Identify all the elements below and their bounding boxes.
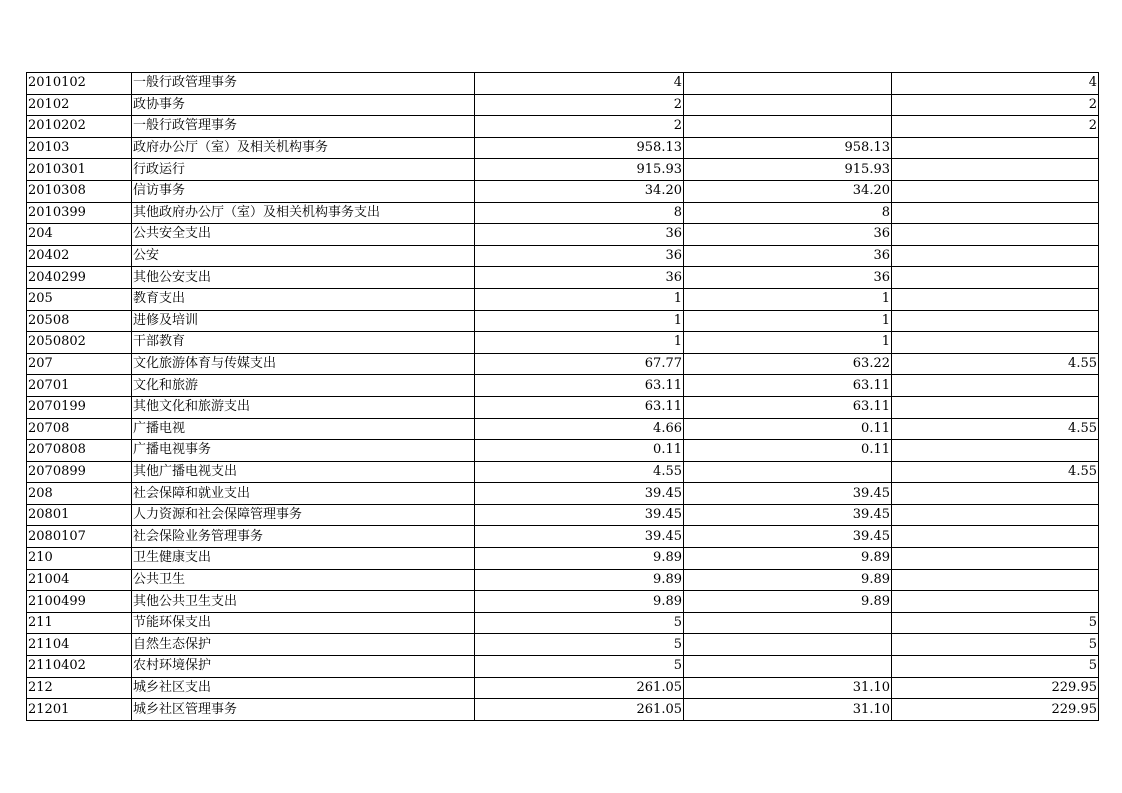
project-expenditure-cell: 5: [892, 634, 1099, 656]
project-expenditure-cell: [892, 591, 1099, 613]
subject-code-cell: 204: [27, 224, 132, 246]
project-expenditure-cell: [892, 440, 1099, 462]
subject-code-cell: 20402: [27, 245, 132, 267]
basic-expenditure-cell: [684, 656, 892, 678]
total-amount-cell: 39.45: [475, 504, 684, 526]
subject-code-cell: 21201: [27, 699, 132, 721]
table-row: [27, 612, 1099, 634]
basic-expenditure-cell: [684, 634, 892, 656]
basic-expenditure-cell: 915.93: [684, 159, 892, 181]
subject-code-cell: 207: [27, 353, 132, 375]
subject-code-cell: 21004: [27, 569, 132, 591]
subject-code-cell: 2010102: [27, 73, 132, 95]
subject-name-cell: 自然生态保护: [132, 634, 475, 656]
project-expenditure-cell: [892, 569, 1099, 591]
total-amount-cell: 9.89: [475, 548, 684, 570]
subject-code-cell: 2100499: [27, 591, 132, 613]
project-expenditure-cell: [892, 548, 1099, 570]
subject-name-cell: 公安: [132, 245, 475, 267]
subject-code-cell: 210: [27, 548, 132, 570]
table-row: [27, 396, 1099, 418]
basic-expenditure-cell: 1: [684, 288, 892, 310]
subject-name-cell: 信访事务: [132, 180, 475, 202]
subject-code-cell: 20508: [27, 310, 132, 332]
subject-code-cell: 21104: [27, 634, 132, 656]
basic-expenditure-cell: 34.20: [684, 180, 892, 202]
basic-expenditure-cell: 8: [684, 202, 892, 224]
budget-table: [26, 72, 1099, 721]
basic-expenditure-cell: 36: [684, 267, 892, 289]
subject-code-cell: 2010399: [27, 202, 132, 224]
project-expenditure-cell: 2: [892, 94, 1099, 116]
project-expenditure-cell: [892, 288, 1099, 310]
total-amount-cell: 4.55: [475, 461, 684, 483]
table-row: [27, 288, 1099, 310]
project-expenditure-cell: [892, 267, 1099, 289]
table-row: [27, 73, 1099, 95]
subject-name-cell: 社会保障和就业支出: [132, 483, 475, 505]
total-amount-cell: 4: [475, 73, 684, 95]
subject-code-cell: 208: [27, 483, 132, 505]
total-amount-cell: 36: [475, 267, 684, 289]
table-row: [27, 440, 1099, 462]
subject-name-cell: 政协事务: [132, 94, 475, 116]
basic-expenditure-cell: 31.10: [684, 677, 892, 699]
total-amount-cell: 1: [475, 332, 684, 354]
table-row: [27, 180, 1099, 202]
basic-expenditure-cell: 63.11: [684, 396, 892, 418]
total-amount-cell: 1: [475, 288, 684, 310]
total-amount-cell: 261.05: [475, 699, 684, 721]
total-amount-cell: 261.05: [475, 677, 684, 699]
table-row: [27, 634, 1099, 656]
basic-expenditure-cell: 9.89: [684, 591, 892, 613]
project-expenditure-cell: 4: [892, 73, 1099, 95]
subject-code-cell: 2080107: [27, 526, 132, 548]
basic-expenditure-cell: 39.45: [684, 504, 892, 526]
table-row: [27, 548, 1099, 570]
subject-code-cell: 20708: [27, 418, 132, 440]
subject-code-cell: 2010308: [27, 180, 132, 202]
total-amount-cell: 5: [475, 634, 684, 656]
project-expenditure-cell: [892, 504, 1099, 526]
table-row: [27, 202, 1099, 224]
basic-expenditure-cell: 63.11: [684, 375, 892, 397]
project-expenditure-cell: 4.55: [892, 461, 1099, 483]
subject-name-cell: 广播电视事务: [132, 440, 475, 462]
basic-expenditure-cell: 39.45: [684, 483, 892, 505]
budget-table-body: [27, 73, 1099, 721]
subject-name-cell: 公共卫生: [132, 569, 475, 591]
subject-name-cell: 广播电视: [132, 418, 475, 440]
subject-code-cell: 2110402: [27, 656, 132, 678]
subject-code-cell: 211: [27, 612, 132, 634]
project-expenditure-cell: [892, 332, 1099, 354]
project-expenditure-cell: [892, 375, 1099, 397]
basic-expenditure-cell: [684, 94, 892, 116]
project-expenditure-cell: 229.95: [892, 699, 1099, 721]
total-amount-cell: 34.20: [475, 180, 684, 202]
subject-name-cell: 农村环境保护: [132, 656, 475, 678]
table-row: [27, 699, 1099, 721]
subject-name-cell: 卫生健康支出: [132, 548, 475, 570]
subject-name-cell: 其他公安支出: [132, 267, 475, 289]
total-amount-cell: 67.77: [475, 353, 684, 375]
basic-expenditure-cell: 39.45: [684, 526, 892, 548]
subject-code-cell: 205: [27, 288, 132, 310]
table-row: [27, 569, 1099, 591]
table-row: [27, 591, 1099, 613]
table-row: [27, 483, 1099, 505]
basic-expenditure-cell: 0.11: [684, 418, 892, 440]
table-row: [27, 375, 1099, 397]
subject-name-cell: 教育支出: [132, 288, 475, 310]
subject-code-cell: 20102: [27, 94, 132, 116]
project-expenditure-cell: 2: [892, 116, 1099, 138]
project-expenditure-cell: [892, 202, 1099, 224]
total-amount-cell: 5: [475, 656, 684, 678]
subject-name-cell: 社会保险业务管理事务: [132, 526, 475, 548]
project-expenditure-cell: 4.55: [892, 418, 1099, 440]
table-row: [27, 353, 1099, 375]
table-row: [27, 504, 1099, 526]
project-expenditure-cell: 5: [892, 612, 1099, 634]
subject-code-cell: 20701: [27, 375, 132, 397]
basic-expenditure-cell: [684, 612, 892, 634]
project-expenditure-cell: 5: [892, 656, 1099, 678]
subject-name-cell: 其他公共卫生支出: [132, 591, 475, 613]
table-row: [27, 418, 1099, 440]
project-expenditure-cell: [892, 159, 1099, 181]
subject-code-cell: 2040299: [27, 267, 132, 289]
basic-expenditure-cell: 9.89: [684, 548, 892, 570]
total-amount-cell: 5: [475, 612, 684, 634]
project-expenditure-cell: [892, 137, 1099, 159]
subject-name-cell: 城乡社区支出: [132, 677, 475, 699]
basic-expenditure-cell: 63.22: [684, 353, 892, 375]
basic-expenditure-cell: 31.10: [684, 699, 892, 721]
total-amount-cell: 0.11: [475, 440, 684, 462]
table-row: [27, 656, 1099, 678]
project-expenditure-cell: [892, 224, 1099, 246]
table-row: [27, 159, 1099, 181]
subject-name-cell: 政府办公厅（室）及相关机构事务: [132, 137, 475, 159]
table-row: [27, 310, 1099, 332]
subject-name-cell: 其他政府办公厅（室）及相关机构事务支出: [132, 202, 475, 224]
subject-name-cell: 文化旅游体育与传媒支出: [132, 353, 475, 375]
project-expenditure-cell: 4.55: [892, 353, 1099, 375]
subject-name-cell: 干部教育: [132, 332, 475, 354]
table-row: [27, 677, 1099, 699]
subject-code-cell: 2010301: [27, 159, 132, 181]
basic-expenditure-cell: [684, 461, 892, 483]
table-row: [27, 137, 1099, 159]
table-row: [27, 116, 1099, 138]
total-amount-cell: 36: [475, 245, 684, 267]
total-amount-cell: 915.93: [475, 159, 684, 181]
project-expenditure-cell: [892, 180, 1099, 202]
project-expenditure-cell: [892, 526, 1099, 548]
subject-code-cell: 2010202: [27, 116, 132, 138]
subject-code-cell: 2070899: [27, 461, 132, 483]
basic-expenditure-cell: 36: [684, 224, 892, 246]
basic-expenditure-cell: 36: [684, 245, 892, 267]
total-amount-cell: 36: [475, 224, 684, 246]
subject-name-cell: 其他文化和旅游支出: [132, 396, 475, 418]
table-row: [27, 526, 1099, 548]
total-amount-cell: 39.45: [475, 526, 684, 548]
project-expenditure-cell: 229.95: [892, 677, 1099, 699]
table-row: [27, 224, 1099, 246]
basic-expenditure-cell: [684, 116, 892, 138]
total-amount-cell: 1: [475, 310, 684, 332]
table-row: [27, 267, 1099, 289]
project-expenditure-cell: [892, 483, 1099, 505]
total-amount-cell: 9.89: [475, 591, 684, 613]
total-amount-cell: 9.89: [475, 569, 684, 591]
basic-expenditure-cell: 958.13: [684, 137, 892, 159]
total-amount-cell: 2: [475, 94, 684, 116]
basic-expenditure-cell: 9.89: [684, 569, 892, 591]
subject-code-cell: 212: [27, 677, 132, 699]
subject-name-cell: 行政运行: [132, 159, 475, 181]
table-row: [27, 461, 1099, 483]
subject-name-cell: 一般行政管理事务: [132, 73, 475, 95]
total-amount-cell: 2: [475, 116, 684, 138]
total-amount-cell: 4.66: [475, 418, 684, 440]
project-expenditure-cell: [892, 245, 1099, 267]
subject-code-cell: 20801: [27, 504, 132, 526]
subject-name-cell: 文化和旅游: [132, 375, 475, 397]
subject-name-cell: 城乡社区管理事务: [132, 699, 475, 721]
subject-name-cell: 一般行政管理事务: [132, 116, 475, 138]
basic-expenditure-cell: 1: [684, 332, 892, 354]
total-amount-cell: 63.11: [475, 375, 684, 397]
subject-name-cell: 公共安全支出: [132, 224, 475, 246]
subject-code-cell: 20103: [27, 137, 132, 159]
table-row: [27, 332, 1099, 354]
basic-expenditure-cell: 0.11: [684, 440, 892, 462]
subject-name-cell: 人力资源和社会保障管理事务: [132, 504, 475, 526]
total-amount-cell: 8: [475, 202, 684, 224]
project-expenditure-cell: [892, 310, 1099, 332]
subject-name-cell: 其他广播电视支出: [132, 461, 475, 483]
table-row: [27, 94, 1099, 116]
subject-code-cell: 2070199: [27, 396, 132, 418]
table-row: [27, 245, 1099, 267]
total-amount-cell: 39.45: [475, 483, 684, 505]
project-expenditure-cell: [892, 396, 1099, 418]
total-amount-cell: 958.13: [475, 137, 684, 159]
subject-code-cell: 2070808: [27, 440, 132, 462]
basic-expenditure-cell: [684, 73, 892, 95]
subject-name-cell: 节能环保支出: [132, 612, 475, 634]
basic-expenditure-cell: 1: [684, 310, 892, 332]
subject-name-cell: 进修及培训: [132, 310, 475, 332]
subject-code-cell: 2050802: [27, 332, 132, 354]
total-amount-cell: 63.11: [475, 396, 684, 418]
